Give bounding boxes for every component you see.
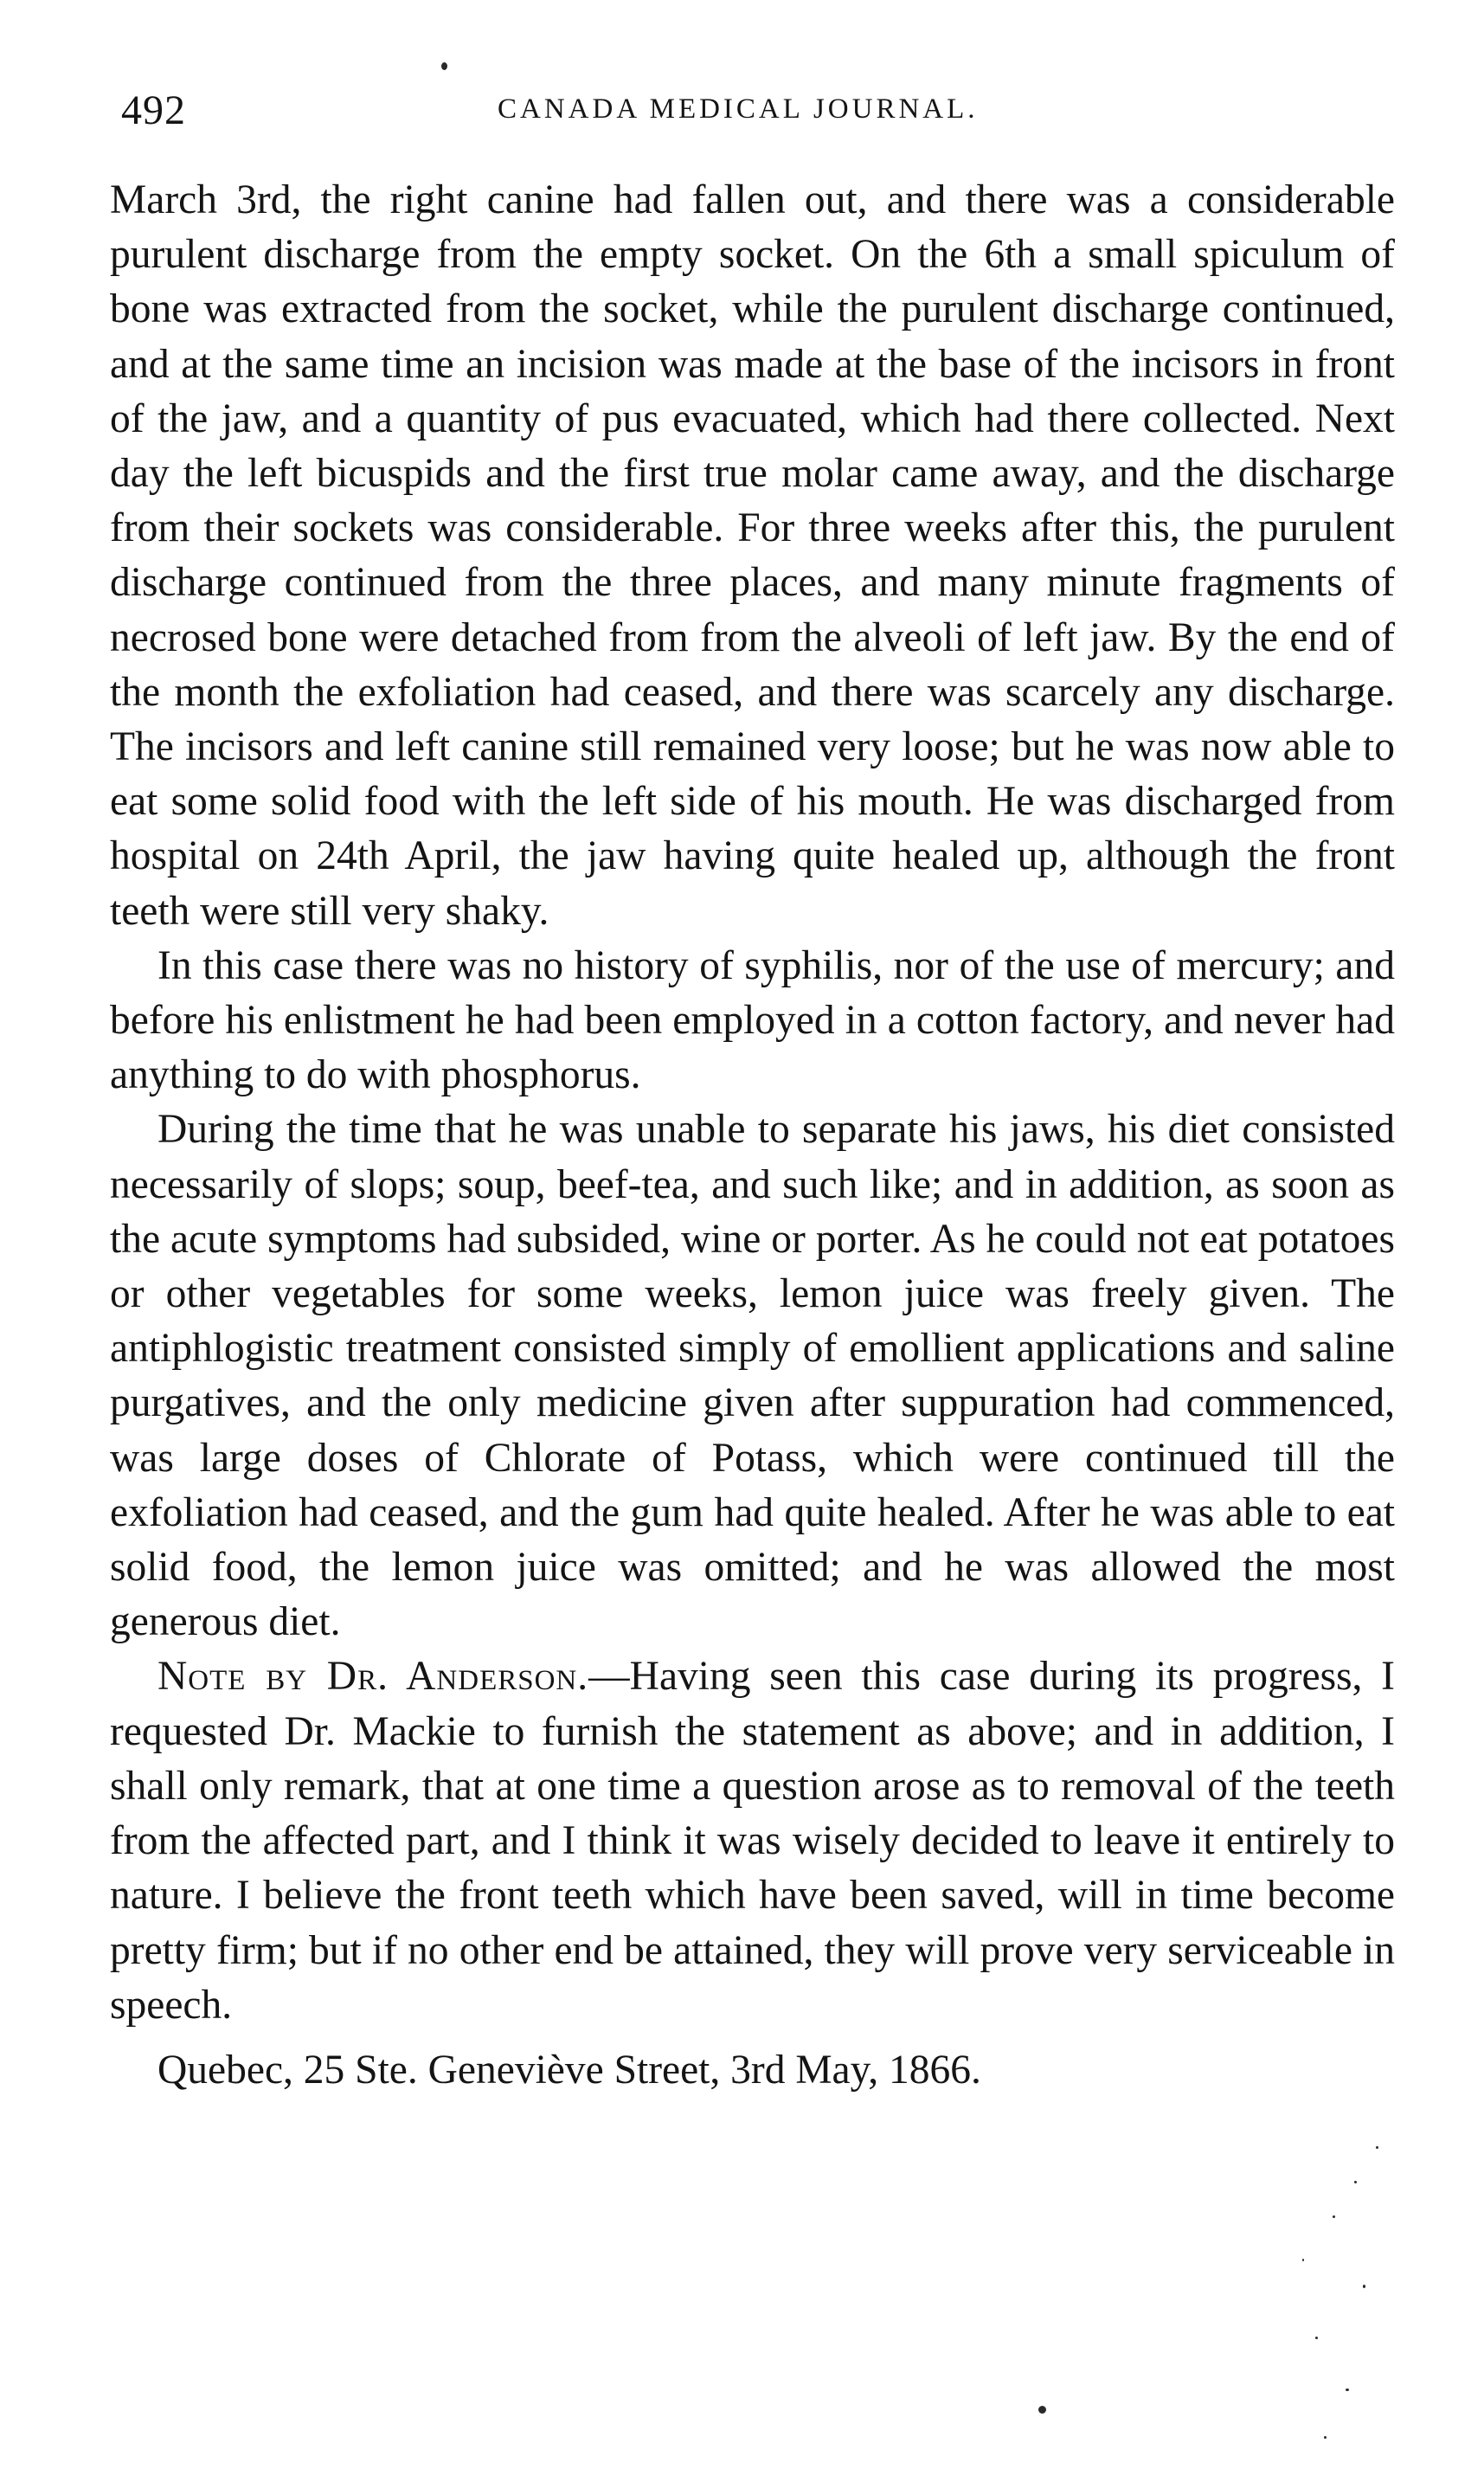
- page-number: 492: [121, 87, 186, 133]
- ink-speck: [441, 62, 447, 70]
- ink-speck: [1324, 2436, 1327, 2439]
- ink-speck: [1346, 2389, 1349, 2391]
- ink-speck: [1354, 2181, 1357, 2183]
- ink-speck: [1038, 2406, 1046, 2414]
- ink-speck: [1302, 2259, 1304, 2261]
- note-text: —Having seen this case during its progress, I requested Dr. Mackie to furnish the statement as above; and in addition, I shall only remark, that at one time a question arose as to removal of the teeth from the affected part, and I think it was wisely decided to leave it entirely to nature. I believe the front teeth which have been saved, will in time become pretty firm; but if no other end be attained, they will prove very serviceable in speech.: [110, 1654, 1396, 2028]
- paragraph-note: [110, 1649, 1395, 2032]
- ink-speck: [1333, 2215, 1335, 2218]
- paragraph-history: In this case there was no history of syphilis, nor of the use of mercury; and before his enlistment he had been employed in a cotton factory, and never had anything to do with phosphorus.: [110, 942, 1395, 1098]
- dateline: Quebec, 25 Ste. Geneviève Street, 3rd May, 1866.: [157, 2047, 981, 2093]
- ink-speck: [1376, 2146, 1378, 2149]
- note-label: Note by Dr. Anderson.: [157, 1654, 589, 1700]
- body-text: [110, 173, 1395, 2098]
- ink-speck: [1363, 2285, 1365, 2288]
- running-head: CANADA MEDICAL JOURNAL.: [498, 93, 979, 125]
- paragraph-case-continuation: March 3rd, the right canine had fallen out, and there was a considerable purulent discharge from the empty socket. On the 6th a small spiculum of bone was extracted from the socket, while the purulent discharge continued, and at the same time an incision was made at the base of the incisors in front of the jaw, and a quantity of pus evacuated, which had there collected. Next day the left bicuspids and the first true molar came away, and the discharge from their sockets was considerable. For three weeks after this, the purulent discharge continued from the three places, and many minute fragments of necrosed bone were detached from from the alveoli of left jaw. By the end of the month the exfoliation had ceased, and there was scarcely any discharge. The incisors and left canine still remained very loose; but he was now able to eat some solid food with the left side of his mouth. He was discharged from hospital on 24th April, the jaw having quite healed up, although the front teeth were still very shaky.: [110, 177, 1395, 934]
- paragraph-diet-treatment: During the time that he was unable to separate his jaws, his diet consisted necessarily of slops; soup, beef-tea, and such like; and in addition, as soon as the acute symptoms had subsided, wine or porter. As he could not eat potatoes or other vegetables for some weeks, lemon juice was freely given. The antiphlogistic treatment consisted simply of emollient applications and saline purgatives, and the only medicine given after suppuration had commenced, was large doses of Chlorate of Potass, which were continued till the exfoliation had ceased, and the gum had quite healed. After he was able to eat solid food, the lemon juice was omitted; and he was allowed the most generous diet.: [110, 1107, 1395, 1645]
- ink-speck: [1315, 2337, 1318, 2339]
